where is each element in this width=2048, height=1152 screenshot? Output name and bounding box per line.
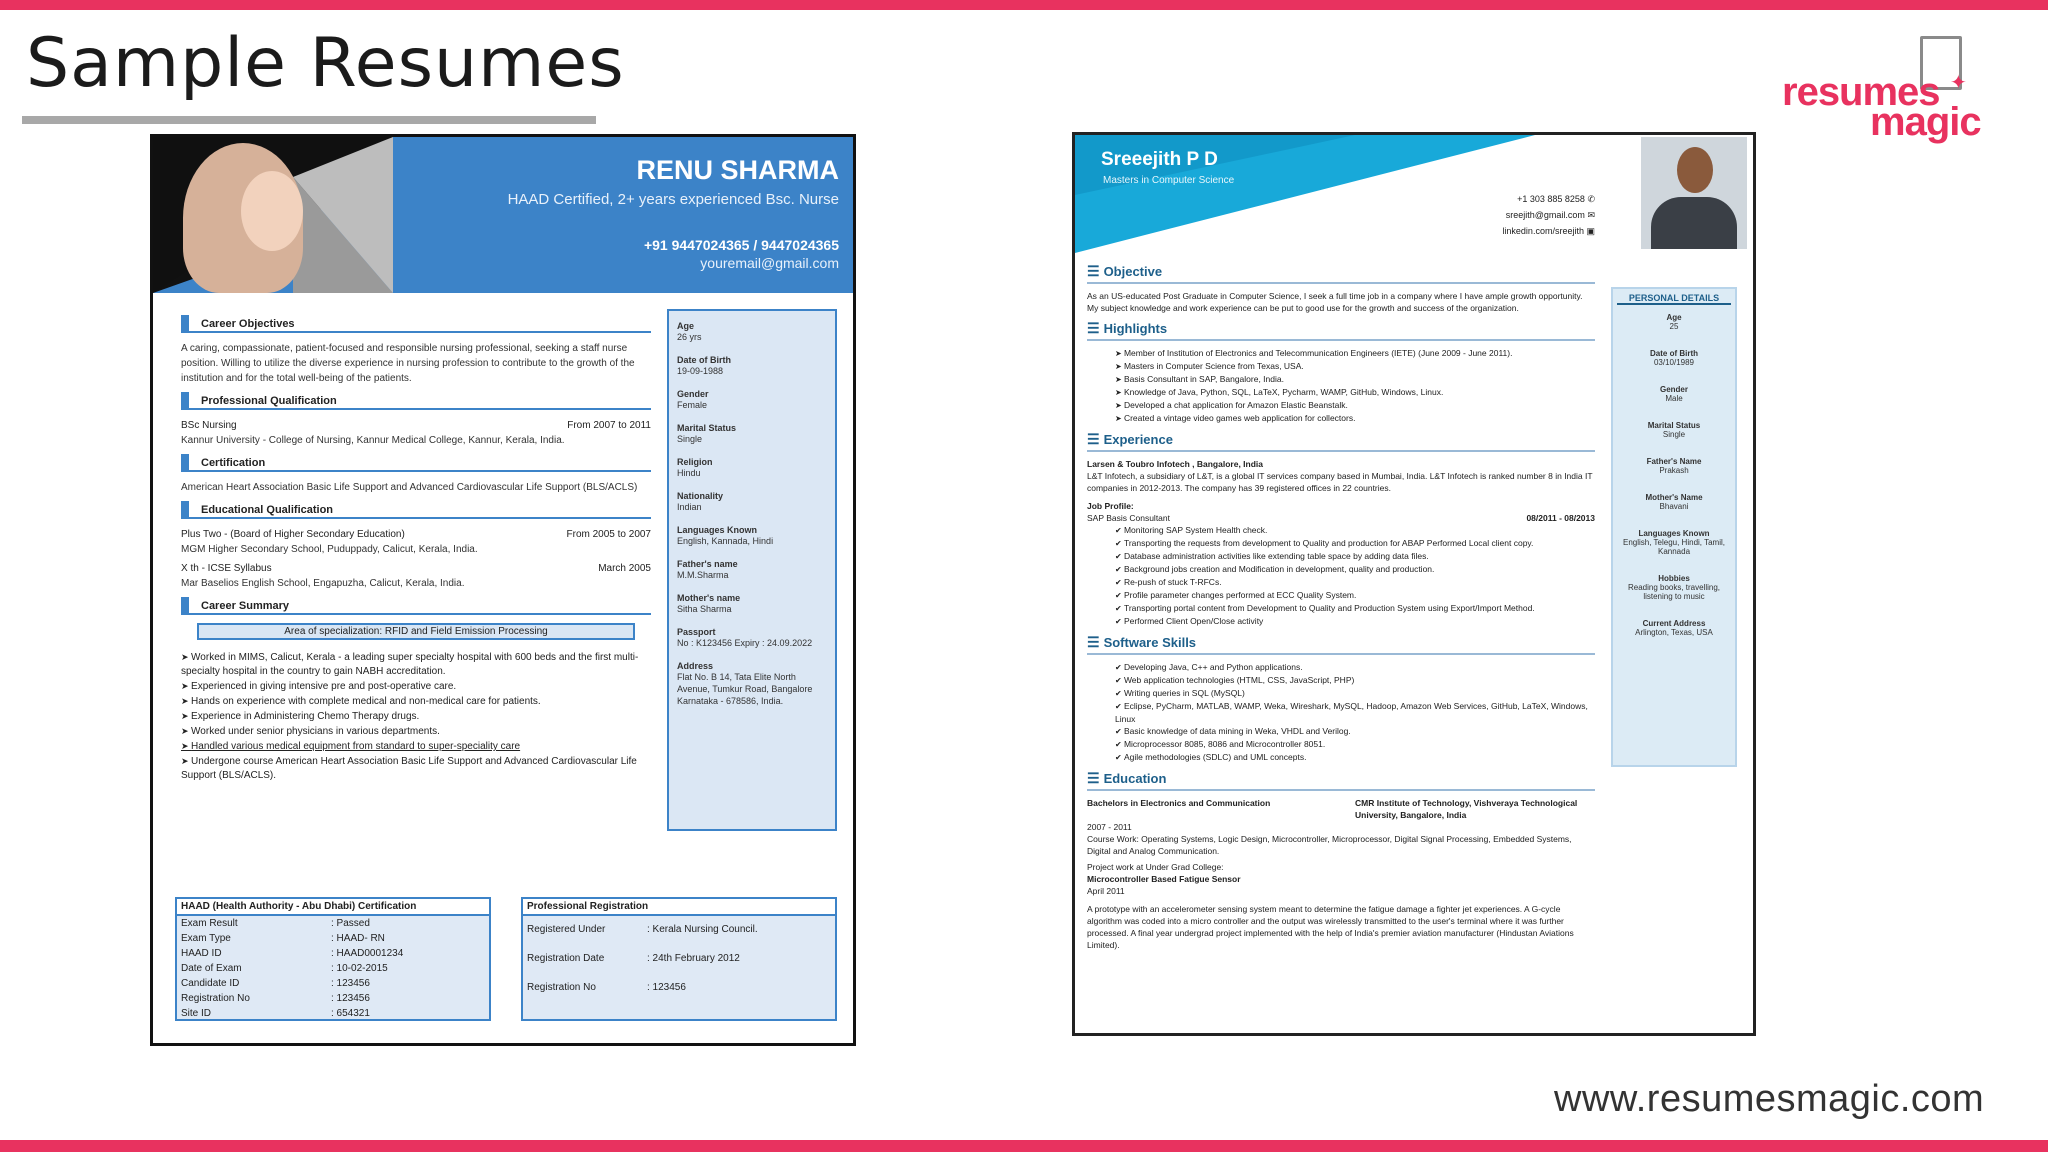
list-icon: ☰ (1087, 634, 1100, 650)
list-item: ➤ Hands on experience with complete medical and non-medical care for patients. (181, 694, 651, 709)
kv-key: Exam Type (181, 933, 231, 944)
candidate-name: RENU SHARMA (636, 155, 839, 185)
kv-row (177, 1006, 489, 1021)
detail-value: 19-09-1988 (677, 366, 724, 376)
list-item: ✔ Agile methodologies (SDLC) and UML concepts. (1115, 751, 1595, 764)
personal-details-panel (1611, 287, 1737, 767)
list-icon: ☰ (1087, 431, 1100, 447)
kv-value: : HAAD0001234 (331, 948, 404, 959)
kv-key: HAAD ID (181, 948, 222, 959)
section-title: Experience (1103, 432, 1173, 447)
section-heading (1087, 263, 1595, 284)
detail-label: Languages Known (677, 525, 758, 535)
education-row (1087, 797, 1595, 821)
list-item: ✔ Basic knowledge of data mining in Weka, VHDL and Verilog. (1115, 725, 1595, 738)
detail-value: Arlington, Texas, USA (1635, 628, 1713, 637)
job-title: SAP Basis Consultant (1087, 513, 1170, 523)
detail-label: Date of Birth (1650, 349, 1698, 358)
company-description: L&T Infotech, a subsidiary of L&T, is a global IT services company based in Mumbai, India. L&T Infotech is ranked number 8 in India IT companies in 2012-2013. The company has 39 registered offices in 22 countries. (1087, 471, 1593, 493)
detail-value: Bhavani (1659, 502, 1689, 511)
candidate-phone: +91 9447024365 / 9447024365 (643, 237, 839, 253)
list-item: ✔ Re-push of stuck T-RFCs. (1115, 576, 1595, 589)
section-title: Software Skills (1103, 635, 1197, 650)
job-dates: 08/2011 - 08/2013 (1526, 513, 1595, 523)
resume-sample-sreejith[interactable] (1072, 132, 1756, 1036)
kv-value: : 123456 (331, 993, 370, 1004)
project-description: A prototype with an accelerometer sensing system meant to determine the fatigue damage a fighter jet experiences. A G-cycle algorithm was coded into a micro controller and the output was wirelessly transmitted to the user's terminal where it was further processed. A final year undergrad project implemented with the help of India's premier aviation manufacturer (Hindustan Aviations Limited). (1087, 904, 1574, 950)
list-item: ✔ Background jobs creation and Modification in development, quality and production. (1115, 563, 1595, 576)
objective-text: A caring, compassionate, patient-focused and responsible nursing professional, seeking a staff nurse position. Willing to utilize the diverse experience in nursing profession to contribute to the growth of the institution and for the total well-being of the patients. (181, 343, 635, 384)
kv-row (177, 991, 489, 1006)
section-heading: Educational Qualification (181, 501, 651, 519)
face (241, 171, 303, 251)
resume-sample-renu-sharma[interactable] (150, 134, 856, 1046)
qualification-title: BSc Nursing (181, 420, 237, 431)
detail-label: Nationality (677, 491, 724, 501)
education-row (181, 527, 651, 542)
kv-value: : 24th February 2012 (647, 953, 740, 964)
top-accent-bar (0, 0, 2048, 10)
resume-main-column (181, 309, 651, 783)
website-link[interactable]: www.resumesmagic.com (1554, 1078, 1985, 1120)
candidate-subtitle: HAAD Certified, 2+ years experienced Bsc. Nurse (507, 191, 839, 208)
list-item: ➤ Undergone course American Heart Association Basic Life Support and Advanced Cardiovascular Life Support (BLS/ACLS). (181, 754, 651, 783)
education-date: March 2005 (598, 563, 651, 574)
list-item: ✔ Writing queries in SQL (MySQL) (1115, 687, 1595, 700)
summary-list (181, 650, 651, 783)
personal-details-panel (667, 309, 837, 831)
resume-main-column (1087, 257, 1595, 951)
detail-label: Address (677, 661, 714, 671)
detail-value: Hindu (677, 468, 701, 478)
detail-value: Prakash (1659, 466, 1689, 475)
kv-value: : 123456 (647, 982, 686, 993)
detail-value: No : K123456 Expiry : 24.09.2022 (677, 638, 813, 648)
phone-icon: ✆ (1587, 194, 1595, 204)
education-university: CMR Institute of Technology, Vishveraya Technological University, Bangalore, India (1355, 798, 1578, 820)
qualification-row (181, 418, 651, 433)
kv-row (523, 951, 835, 966)
kv-key: Registration No (527, 982, 596, 993)
list-item: ✔ Profile parameter changes performed at ECC Quality System. (1115, 589, 1595, 602)
kv-value: : 10-02-2015 (331, 963, 388, 974)
page-title: Sample Resumes (26, 24, 625, 103)
candidate-degree: Masters in Computer Science (1103, 175, 1235, 186)
section-heading: Career Objectives (181, 315, 651, 333)
candidate-name: Sreeejith P D (1101, 149, 1218, 170)
detail-label: Languages Known (1638, 529, 1710, 538)
list-icon: ☰ (1087, 263, 1100, 279)
section-title: Highlights (1103, 321, 1168, 336)
linkedin-icon: ▣ (1586, 226, 1595, 236)
detail-value: English, Telegu, Hindi, Tamil, Kannada (1623, 538, 1725, 556)
list-item: ✔ Web application technologies (HTML, CSS, JavaScript, PHP) (1115, 674, 1595, 687)
kv-key: Registration Date (527, 953, 605, 964)
contact-email: sreejith@gmail.com (1505, 210, 1585, 220)
list-item: ➤ Handled various medical equipment from standard to super-speciality care (181, 739, 651, 754)
detail-label: Age (677, 321, 695, 331)
detail-label: Current Address (1642, 619, 1706, 628)
detail-value: Sitha Sharma (677, 604, 732, 614)
section-heading: Career Summary (181, 597, 651, 615)
coursework: Course Work: Operating Systems, Logic Design, Microcontroller, Microprocessor, Digital Signal Processing, Embedded Systems, Digital and Analog Communication. (1087, 834, 1572, 856)
education-title: Plus Two - (Board of Higher Secondary Education) (181, 529, 405, 540)
detail-value: Male (1665, 394, 1683, 403)
kv-value: : 123456 (331, 978, 370, 989)
logo-text-magic: magic (1870, 100, 1981, 144)
head (1677, 147, 1713, 193)
section-heading: Professional Qualification (181, 392, 651, 410)
title-underline (22, 116, 596, 124)
detail-label: Marital Status (1647, 421, 1701, 430)
detail-value: Flat No. B 14, Tata Elite North Avenue, Tumkur Road, Bangalore Karnataka - 678586, India. (677, 672, 813, 706)
education-degree: Bachelors in Electronics and Communication (1087, 798, 1271, 808)
professional-registration-box (521, 897, 837, 1021)
education-school: Mar Baselios English School, Engapuzha, Calicut, Kerala, India. (181, 578, 465, 589)
qualification-detail: Kannur University - College of Nursing, Kannur Medical College, Kannur, Kerala, India. (181, 435, 565, 446)
contact-block (1502, 191, 1595, 239)
job-profile-label: Job Profile: (1087, 501, 1134, 511)
project-title: Microcontroller Based Fatigue Sensor (1087, 874, 1241, 884)
detail-label: Gender (677, 389, 709, 399)
section-heading (1087, 770, 1595, 791)
kv-row (523, 922, 835, 937)
detail-label: Mother's name (677, 593, 741, 603)
detail-label: Marital Status (677, 423, 737, 433)
kv-key: Date of Exam (181, 963, 242, 974)
list-item: ➤ Created a vintage video games web application for collectors. (1115, 412, 1595, 425)
box-heading: HAAD (Health Authority - Abu Dhabi) Certification (177, 899, 489, 916)
kv-value: : Passed (331, 918, 370, 929)
resume-header (153, 137, 853, 293)
brand-logo[interactable] (1778, 36, 2000, 146)
kv-value: : 654321 (331, 1008, 370, 1019)
panel-heading: PERSONAL DETAILS (1617, 293, 1731, 305)
job-row (1087, 512, 1595, 524)
detail-label: Father's Name (1646, 457, 1702, 466)
kv-row (177, 916, 489, 931)
detail-label: Gender (1659, 385, 1688, 394)
section-title: Education (1103, 771, 1167, 786)
section-heading (1087, 431, 1595, 452)
kv-key: Exam Result (181, 918, 238, 929)
kv-key: Registered Under (527, 924, 606, 935)
box-heading: Professional Registration (523, 899, 835, 916)
kv-row (177, 961, 489, 976)
logo-text-resumes: resumes (1782, 70, 1940, 114)
detail-label: Father's name (677, 559, 738, 569)
list-item: ✔ Microprocessor 8085, 8086 and Microcontroller 8051. (1115, 738, 1595, 751)
education-row (181, 561, 651, 576)
skills-list (1087, 661, 1595, 764)
kv-row (177, 931, 489, 946)
detail-value: 26 yrs (677, 332, 702, 342)
section-heading: Certification (181, 454, 651, 472)
list-item: ✔ Transporting portal content from Development to Quality and Production System using Export/Import Method. (1115, 602, 1595, 615)
list-item: ➤ Experienced in giving intensive pre and post-operative care. (181, 679, 651, 694)
list-item: ✔ Eclipse, PyCharm, MATLAB, WAMP, Weka, Wireshark, MySQL, Hadoop, Amazon Web Services, GitHub, LaTeX, Windows, Linux (1115, 700, 1595, 725)
list-icon: ☰ (1087, 770, 1100, 786)
detail-label: Date of Birth (677, 355, 731, 365)
contact-phone: +1 303 885 8258 (1517, 194, 1585, 204)
detail-label: Age (1666, 313, 1682, 322)
kv-value: : HAAD- RN (331, 933, 385, 944)
kv-value: : Kerala Nursing Council. (647, 924, 758, 935)
education-school: MGM Higher Secondary School, Puduppady, Calicut, Kerala, India. (181, 544, 478, 555)
detail-value: 25 (1669, 322, 1679, 331)
list-item: ➤ Basis Consultant in SAP, Bangalore, India. (1115, 373, 1595, 386)
contact-row (1502, 191, 1595, 207)
kv-key: Site ID (181, 1008, 212, 1019)
detail-value: 03/10/1989 (1653, 358, 1695, 367)
list-item: ➤ Experience in Administering Chemo Therapy drugs. (181, 709, 651, 724)
list-item: ➤ Worked in MIMS, Calicut, Kerala - a leading super specialty hospital with 600 beds and the first multi-specialty hospital in the country to gain NABH accreditation. (181, 650, 651, 679)
contact-row (1502, 223, 1595, 239)
section-heading (1087, 634, 1595, 655)
section-heading (1087, 320, 1595, 341)
list-item: ➤ Knowledge of Java, Python, SQL, LaTeX, Pycharm, WAMP, GitHub, Windows, Linux. (1115, 386, 1595, 399)
detail-value: Single (677, 434, 703, 444)
education-years: 2007 - 2011 (1087, 822, 1132, 832)
detail-value: English, Kannada, Hindi (677, 536, 774, 546)
detail-value: M.M.Sharma (677, 570, 729, 580)
specialization-banner: Area of specialization: RFID and Field Emission Processing (197, 623, 635, 640)
list-item: ✔ Database administration activities like extending table space by adding data files. (1115, 550, 1595, 563)
contact-row (1502, 207, 1595, 223)
kv-row (523, 980, 835, 995)
sparkle-icon: ✦ (1950, 72, 1967, 94)
highlights-list (1087, 347, 1595, 425)
list-item: ✔ Transporting the requests from development to Quality and production for ABAP Performed Local client copy. (1115, 537, 1595, 550)
project-date: April 2011 (1087, 886, 1125, 896)
bottom-accent-bar (0, 1140, 2048, 1152)
list-item: ✔ Monitoring SAP System Health check. (1115, 524, 1595, 537)
detail-value: Reading books, travelling, listening to music (1627, 583, 1721, 601)
detail-label: Mother's Name (1645, 493, 1703, 502)
kv-key: Registration No (181, 993, 250, 1004)
kv-row (177, 946, 489, 961)
objective-text: As an US-educated Post Graduate in Computer Science, I seek a full time job in a company where I have ample growth opportunity. My subject knowledge and work experience can be put to good use for the growth and success of the organization. (1087, 291, 1583, 313)
detail-label: Religion (677, 457, 713, 467)
qualification-date: From 2007 to 2011 (567, 420, 651, 431)
certification-text: American Heart Association Basic Life Support and Advanced Cardiovascular Life Support (BLS/ACLS) (181, 482, 638, 493)
profile-photo (183, 143, 303, 293)
list-item: ➤ Worked under senior physicians in various departments. (181, 724, 651, 739)
list-item: ✔ Performed Client Open/Close activity (1115, 615, 1595, 628)
email-icon: ✉ (1587, 210, 1595, 220)
list-item: ➤ Developed a chat application for Amazon Elastic Beanstalk. (1115, 399, 1595, 412)
section-title: Objective (1103, 264, 1163, 279)
duties-list (1087, 524, 1595, 628)
education-date: From 2005 to 2007 (566, 529, 651, 540)
detail-value: Single (1662, 430, 1686, 439)
detail-label: Hobbies (1658, 574, 1690, 583)
kv-row (177, 976, 489, 991)
body (1651, 197, 1737, 249)
list-item: ➤ Member of Institution of Electronics and Telecommunication Engineers (IETE) (June 2009 - June 2011). (1115, 347, 1595, 360)
detail-value: Female (677, 400, 708, 410)
list-item: ✔ Developing Java, C++ and Python applications. (1115, 661, 1595, 674)
contact-linkedin: linkedin.com/sreejith (1502, 226, 1584, 236)
project-label: Project work at Under Grad College: (1087, 862, 1224, 872)
company-name: Larsen & Toubro Infotech , Bangalore, India (1087, 459, 1263, 469)
candidate-email: youremail@gmail.com (700, 255, 839, 271)
kv-key: Candidate ID (181, 978, 240, 989)
detail-value: Indian (677, 502, 702, 512)
list-icon: ☰ (1087, 320, 1100, 336)
list-item: ➤ Masters in Computer Science from Texas, USA. (1115, 360, 1595, 373)
education-title: X th - ICSE Syllabus (181, 563, 272, 574)
haad-certification-box (175, 897, 491, 1021)
detail-label: Passport (677, 627, 716, 637)
profile-photo (1641, 137, 1747, 249)
